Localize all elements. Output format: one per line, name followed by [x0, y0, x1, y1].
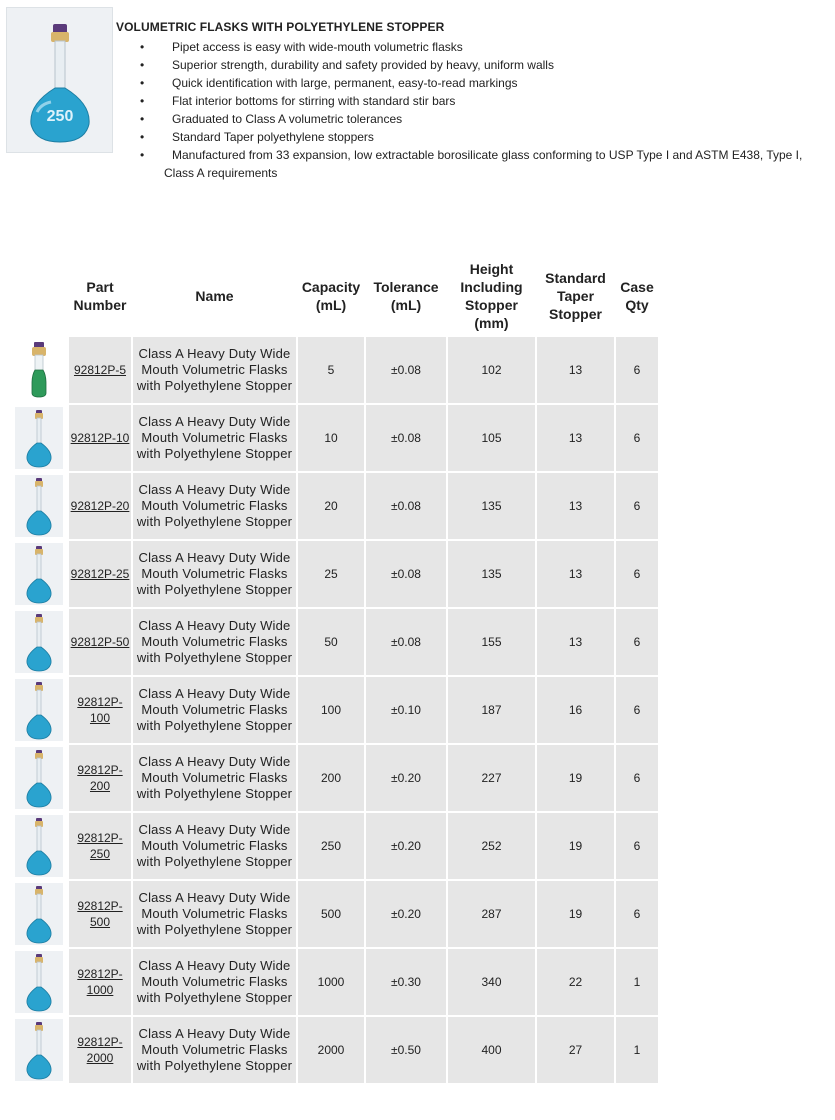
- flask-icon: [15, 679, 63, 741]
- flask-volume-label: 250: [46, 108, 74, 125]
- height-cell: 135: [448, 473, 535, 539]
- case-qty-cell: 1: [616, 1017, 658, 1083]
- stopper-size-cell: 19: [537, 745, 614, 811]
- height-cell: 135: [448, 541, 535, 607]
- feature-text: Standard Taper polyethylene stoppers: [172, 130, 374, 144]
- table-row: [11, 337, 658, 403]
- tolerance-cell: ±0.08: [366, 609, 446, 675]
- table-row: [11, 541, 658, 607]
- stopper-size-cell: 13: [537, 541, 614, 607]
- case-qty-cell: 6: [616, 881, 658, 947]
- product-name-cell: Class A Heavy Duty Wide Mouth Volumetric Flasks with Polyethylene Stopper: [133, 405, 296, 471]
- height-cell: 187: [448, 677, 535, 743]
- part-number-cell: [69, 337, 131, 403]
- tolerance-cell: ±0.30: [366, 949, 446, 1015]
- case-qty-cell: 6: [616, 745, 658, 811]
- product-name-cell: Class A Heavy Duty Wide Mouth Volumetric Flasks with Polyethylene Stopper: [133, 677, 296, 743]
- case-qty-cell: 6: [616, 609, 658, 675]
- part-number-cell: [69, 405, 131, 471]
- capacity-cell: 200: [298, 745, 364, 811]
- flask-icon: [15, 407, 63, 469]
- capacity-cell: 5: [298, 337, 364, 403]
- row-flask-image: [11, 609, 67, 675]
- stopper-size-cell: 22: [537, 949, 614, 1015]
- stopper-size-cell: 13: [537, 609, 614, 675]
- case-qty-cell: 6: [616, 677, 658, 743]
- product-name-cell: Class A Heavy Duty Wide Mouth Volumetric Flasks with Polyethylene Stopper: [133, 1017, 296, 1083]
- tolerance-cell: ±0.20: [366, 813, 446, 879]
- stopper-size-cell: 13: [537, 473, 614, 539]
- tolerance-cell: ±0.10: [366, 677, 446, 743]
- header-text: Standard Taper Stopper: [545, 270, 606, 322]
- part-number-cell: [69, 1017, 131, 1083]
- part-number-link[interactable]: 92812P-20: [70, 499, 130, 513]
- flask-icon: [15, 1019, 63, 1081]
- part-number-link[interactable]: 92812P-50: [70, 635, 130, 649]
- part-number-cell: [69, 813, 131, 879]
- feature-item: [116, 74, 826, 92]
- tolerance-cell: ±0.08: [366, 337, 446, 403]
- feature-text: Superior strength, durability and safety provided by heavy, uniform walls: [172, 58, 554, 72]
- part-number-link[interactable]: 92812P-100: [77, 695, 123, 725]
- part-number-link[interactable]: 92812P-1000: [77, 967, 123, 997]
- feature-list: [116, 38, 826, 182]
- flask-icon: [15, 951, 63, 1013]
- table-header-row: [11, 257, 658, 335]
- row-flask-image: [11, 541, 67, 607]
- case-qty-cell: 6: [616, 405, 658, 471]
- height-cell: 287: [448, 881, 535, 947]
- case-qty-cell: 1: [616, 949, 658, 1015]
- row-flask-image: [11, 949, 67, 1015]
- height-cell: 155: [448, 609, 535, 675]
- table-row: [11, 609, 658, 675]
- product-table: [9, 255, 660, 1085]
- table-row: [11, 473, 658, 539]
- capacity-cell: 250: [298, 813, 364, 879]
- height-cell: 227: [448, 745, 535, 811]
- table-row: [11, 813, 658, 879]
- product-intro: [116, 20, 826, 182]
- feature-text: Pipet access is easy with wide-mouth volumetric flasks: [172, 40, 463, 54]
- height-cell: 400: [448, 1017, 535, 1083]
- header-text: Tolerance (mL): [373, 279, 439, 313]
- bullet-icon: •: [140, 76, 145, 90]
- table-row: [11, 1017, 658, 1083]
- capacity-cell: 100: [298, 677, 364, 743]
- product-name-cell: Class A Heavy Duty Wide Mouth Volumetric Flasks with Polyethylene Stopper: [133, 881, 296, 947]
- feature-item: [116, 56, 826, 74]
- flask-icon: [15, 339, 63, 401]
- header-stopper: [537, 257, 614, 335]
- flask-icon: [15, 747, 63, 809]
- flask-icon: [15, 815, 63, 877]
- part-number-link[interactable]: 92812P-25: [70, 567, 130, 581]
- flask-icon: [15, 611, 63, 673]
- capacity-cell: 10: [298, 405, 364, 471]
- header-image: [11, 257, 67, 335]
- part-number-cell: [69, 541, 131, 607]
- part-number-cell: [69, 949, 131, 1015]
- feature-text-continued: Class A requirements: [164, 166, 278, 180]
- part-number-link[interactable]: 92812P-500: [77, 899, 123, 929]
- header-text: Part Number: [73, 279, 127, 313]
- part-number-cell: [69, 473, 131, 539]
- feature-text: Graduated to Class A volumetric tolerances: [172, 112, 403, 126]
- part-number-cell: [69, 745, 131, 811]
- part-number-link[interactable]: 92812P-200: [77, 763, 123, 793]
- header-flask-image: [6, 7, 113, 153]
- row-flask-image: [11, 405, 67, 471]
- flask-icon: [7, 8, 112, 152]
- capacity-cell: 2000: [298, 1017, 364, 1083]
- bullet-icon: •: [140, 130, 145, 144]
- tolerance-cell: ±0.20: [366, 745, 446, 811]
- tolerance-cell: ±0.08: [366, 405, 446, 471]
- product-title: VOLUMETRIC FLASKS WITH POLYETHYLENE STOPPER: [116, 20, 445, 34]
- bullet-icon: •: [140, 58, 145, 72]
- stopper-size-cell: 19: [537, 813, 614, 879]
- header-case-qty: [616, 257, 658, 335]
- capacity-cell: 1000: [298, 949, 364, 1015]
- row-flask-image: [11, 473, 67, 539]
- height-cell: 340: [448, 949, 535, 1015]
- product-name-cell: Class A Heavy Duty Wide Mouth Volumetric Flasks with Polyethylene Stopper: [133, 541, 296, 607]
- height-cell: 105: [448, 405, 535, 471]
- row-flask-image: [11, 677, 67, 743]
- header-height: [448, 257, 535, 335]
- row-flask-image: [11, 813, 67, 879]
- product-table-wrapper: [9, 255, 660, 1085]
- table-body: [11, 337, 658, 1083]
- table-row: [11, 405, 658, 471]
- height-cell: 252: [448, 813, 535, 879]
- bullet-icon: •: [140, 148, 145, 162]
- header-text: Name: [195, 288, 234, 304]
- feature-item: [116, 128, 826, 146]
- product-name-cell: Class A Heavy Duty Wide Mouth Volumetric Flasks with Polyethylene Stopper: [133, 473, 296, 539]
- row-flask-image: [11, 337, 67, 403]
- part-number-link[interactable]: 92812P-10: [70, 431, 130, 445]
- feature-item: [116, 92, 826, 110]
- capacity-cell: 20: [298, 473, 364, 539]
- height-cell: 102: [448, 337, 535, 403]
- stopper-size-cell: 19: [537, 881, 614, 947]
- row-flask-image: [11, 1017, 67, 1083]
- product-name-cell: Class A Heavy Duty Wide Mouth Volumetric Flasks with Polyethylene Stopper: [133, 813, 296, 879]
- stopper-size-cell: 13: [537, 405, 614, 471]
- feature-text: Flat interior bottoms for stirring with standard stir bars: [172, 94, 456, 108]
- case-qty-cell: 6: [616, 813, 658, 879]
- table-row: [11, 745, 658, 811]
- feature-text: Manufactured from 33 expansion, low extractable borosilicate glass conforming to USP Type I and ASTM E438, Type I,: [172, 148, 803, 162]
- tolerance-cell: ±0.08: [366, 541, 446, 607]
- stopper-size-cell: 27: [537, 1017, 614, 1083]
- bullet-icon: •: [140, 94, 145, 108]
- part-number-cell: [69, 677, 131, 743]
- flask-icon: [15, 543, 63, 605]
- feature-text: Quick identification with large, permanent, easy-to-read markings: [172, 76, 518, 90]
- bullet-icon: •: [140, 40, 145, 54]
- case-qty-cell: 6: [616, 473, 658, 539]
- part-number-link[interactable]: 92812P-5: [73, 363, 127, 377]
- table-row: [11, 949, 658, 1015]
- part-number-cell: [69, 881, 131, 947]
- header-name: [133, 257, 296, 335]
- case-qty-cell: 6: [616, 337, 658, 403]
- product-name-cell: Class A Heavy Duty Wide Mouth Volumetric Flasks with Polyethylene Stopper: [133, 745, 296, 811]
- header-text: Height Including Stopper (mm): [460, 261, 523, 331]
- tolerance-cell: ±0.08: [366, 473, 446, 539]
- row-flask-image: [11, 881, 67, 947]
- capacity-cell: 500: [298, 881, 364, 947]
- capacity-cell: 25: [298, 541, 364, 607]
- capacity-cell: 50: [298, 609, 364, 675]
- case-qty-cell: 6: [616, 541, 658, 607]
- flask-icon: [15, 475, 63, 537]
- header-text: Capacity (mL): [301, 279, 361, 313]
- feature-item: [116, 38, 826, 56]
- stopper-size-cell: 13: [537, 337, 614, 403]
- table-row: [11, 677, 658, 743]
- product-name-cell: Class A Heavy Duty Wide Mouth Volumetric Flasks with Polyethylene Stopper: [133, 337, 296, 403]
- tolerance-cell: ±0.20: [366, 881, 446, 947]
- header-capacity: [298, 257, 364, 335]
- product-name-cell: Class A Heavy Duty Wide Mouth Volumetric Flasks with Polyethylene Stopper: [133, 949, 296, 1015]
- tolerance-cell: ±0.50: [366, 1017, 446, 1083]
- stopper-size-cell: 16: [537, 677, 614, 743]
- feature-item: [116, 110, 826, 128]
- flask-icon: [15, 883, 63, 945]
- part-number-link[interactable]: 92812P-250: [77, 831, 123, 861]
- row-flask-image: [11, 745, 67, 811]
- header-part-number: [69, 257, 131, 335]
- bullet-icon: •: [140, 112, 145, 126]
- product-name-cell: Class A Heavy Duty Wide Mouth Volumetric Flasks with Polyethylene Stopper: [133, 609, 296, 675]
- header-tolerance: [366, 257, 446, 335]
- part-number-link[interactable]: 92812P-2000: [77, 1035, 123, 1065]
- part-number-cell: [69, 609, 131, 675]
- header-text: Case Qty: [620, 279, 654, 313]
- feature-item: [116, 146, 826, 182]
- table-row: [11, 881, 658, 947]
